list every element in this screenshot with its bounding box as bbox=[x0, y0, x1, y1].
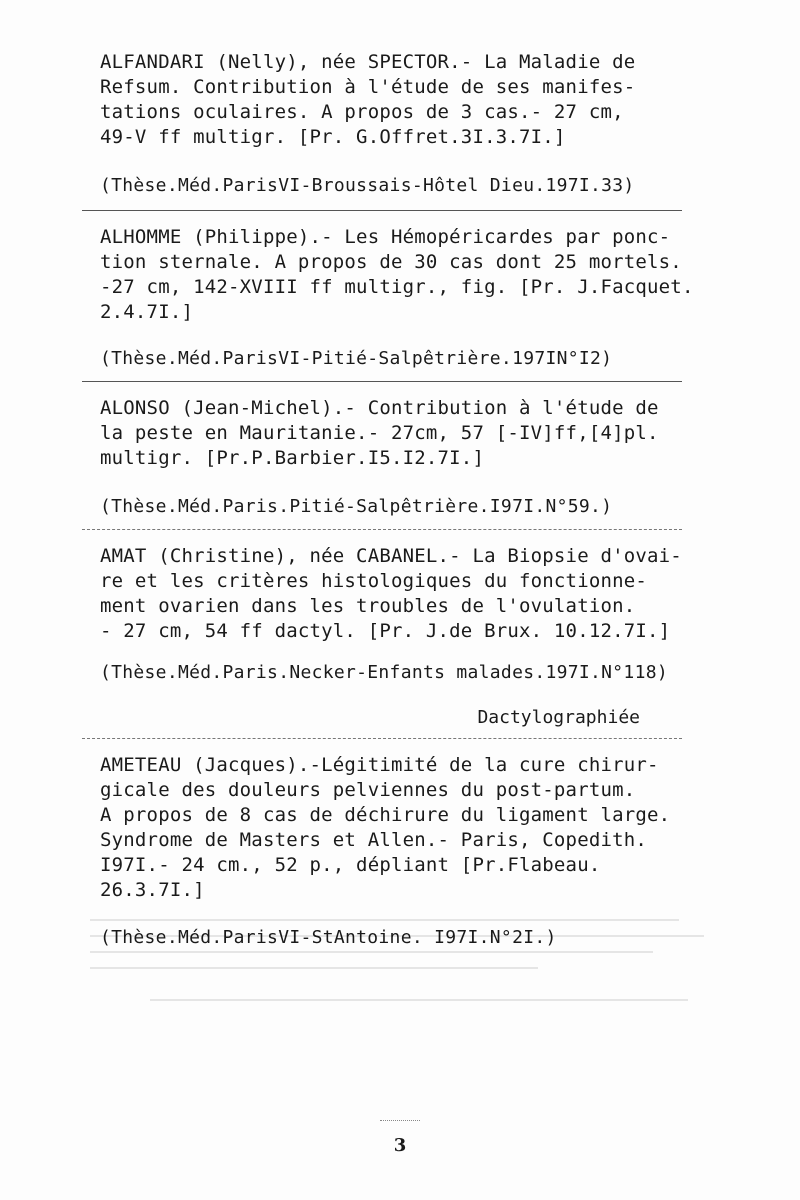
bibliography-entries bbox=[100, 40, 700, 950]
entry-line: tations oculaires. A propos de 3 cas.- 27 cm, bbox=[100, 101, 624, 123]
entry-divider bbox=[82, 529, 682, 530]
typescript-note: Dactylographiée bbox=[477, 707, 640, 728]
entry-line: la peste en Mauritanie.- 27cm, 57 [-IV]ff,[4]pl. bbox=[100, 422, 659, 444]
entry-line: Refsum. Contribution à l'étude de ses manifes- bbox=[100, 76, 636, 98]
entry-line: A propos de 8 cas de déchirure du ligament large. bbox=[100, 804, 671, 826]
entry-source: (Thèse.Méd.Paris.Pitié-Salpêtrière.I97I.N°59.) bbox=[100, 496, 613, 517]
entry-divider bbox=[82, 381, 682, 382]
entry-line: ALHOMME (Philippe).- Les Hémopéricardes par ponc- bbox=[100, 226, 671, 248]
entry-source: (Thèse.Méd.ParisVI-Pitié-Salpêtrière.197IN°I2) bbox=[100, 348, 613, 369]
entry-line: re et les critères histologiques du fonctionne- bbox=[100, 570, 648, 592]
entry-alfandari bbox=[100, 50, 700, 198]
entry-line: multigr. [Pr.P.Barbier.I5.I2.7I.] bbox=[100, 447, 485, 469]
entry-ameteau bbox=[100, 753, 700, 950]
entry-alonso bbox=[100, 396, 700, 519]
entry-source: (Thèse.Méd.Paris.Necker-Enfants malades.197I.N°118) bbox=[100, 662, 668, 683]
entry-line: -27 cm, 142-XVIII ff multigr., fig. [Pr. J.Facquet. bbox=[100, 276, 694, 298]
entry-source: (Thèse.Méd.ParisVI-Broussais-Hôtel Dieu.197I.33) bbox=[100, 175, 635, 196]
entry-line: gicale des douleurs pelviennes du post-partum. bbox=[100, 779, 636, 801]
entry-alhomme bbox=[100, 225, 700, 371]
entry-line: 49-V ff multigr. [Pr. G.Offret.3I.3.7I.] bbox=[100, 126, 566, 148]
entry-line: I97I.- 24 cm., 52 p., dépliant [Pr.Flabeau. bbox=[100, 854, 601, 876]
entry-divider bbox=[82, 210, 682, 211]
entry-line: ALFANDARI (Nelly), née SPECTOR.- La Maladie de bbox=[100, 51, 636, 73]
entry-source: (Thèse.Méd.ParisVI-StAntoine. I97I.N°2I.) bbox=[100, 927, 557, 948]
entry-amat bbox=[100, 544, 700, 730]
page-number: 3 bbox=[393, 1135, 407, 1156]
entry-line: 2.4.7I.] bbox=[100, 301, 194, 323]
entry-line: - 27 cm, 54 ff dactyl. [Pr. J.de Brux. 10.12.7I.] bbox=[100, 620, 671, 642]
entry-divider bbox=[82, 738, 682, 739]
entry-line: AMETEAU (Jacques).-Légitimité de la cure chirur- bbox=[100, 754, 659, 776]
entry-line: ment ovarien dans les troubles de l'ovulation. bbox=[100, 595, 636, 617]
entry-line: AMAT (Christine), née CABANEL.- La Biopsie d'ovai- bbox=[100, 545, 682, 567]
entry-line: 26.3.7I.] bbox=[100, 879, 205, 901]
entry-line: Syndrome de Masters et Allen.- Paris, Copedith. bbox=[100, 829, 648, 851]
entry-line: ALONSO (Jean-Michel).- Contribution à l'étude de bbox=[100, 397, 659, 419]
page-number-rule bbox=[380, 1120, 420, 1121]
entry-line: tion sternale. A propos de 30 cas dont 25 mortels. bbox=[100, 251, 682, 273]
